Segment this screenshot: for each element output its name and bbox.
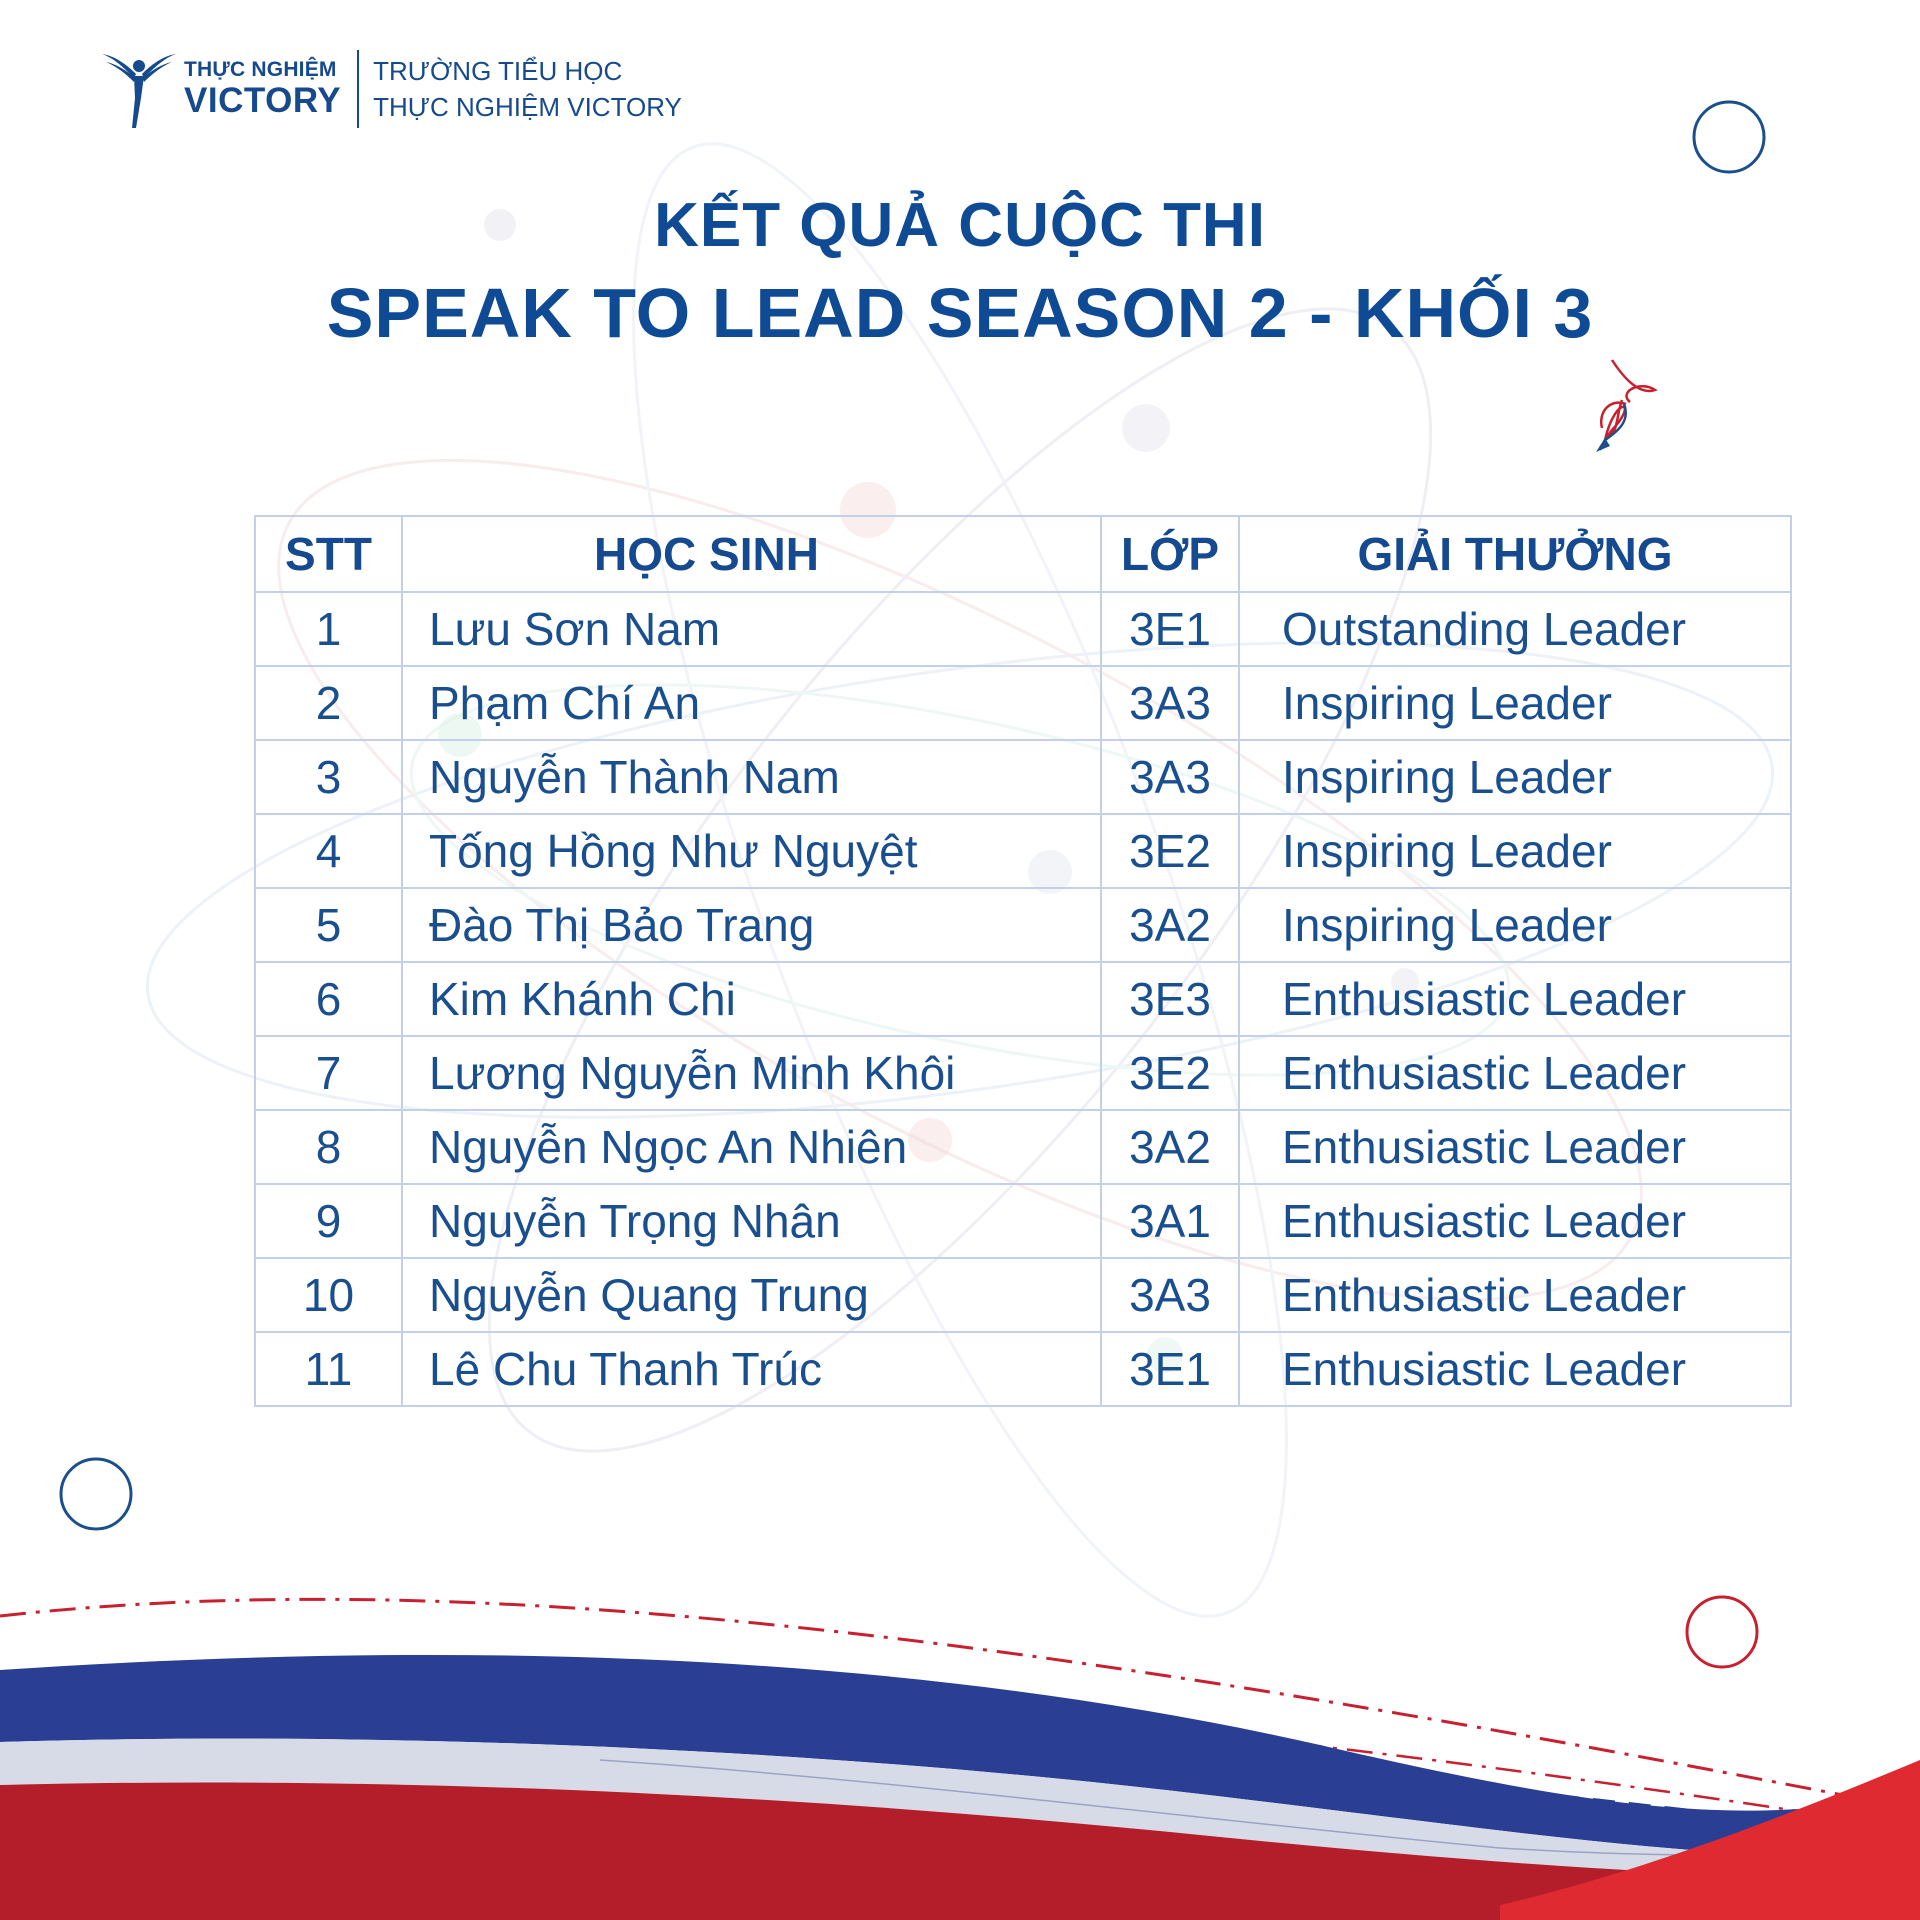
cell-student: Tống Hồng Như Nguyệt [402,814,1101,888]
cell-class: 3A1 [1101,1184,1239,1258]
logo-school-line1: TRƯỜNG TIỂU HỌC [373,56,623,86]
results-table [254,515,1792,1407]
cell-class: 3A3 [1101,666,1239,740]
cell-student: Nguyễn Thành Nam [402,740,1101,814]
table-row [255,888,1791,962]
table-row [255,1036,1791,1110]
cell-award: Enthusiastic Leader [1239,1332,1791,1406]
table-row [255,1110,1791,1184]
cell-award: Enthusiastic Leader [1239,1110,1791,1184]
cell-stt: 11 [255,1332,402,1406]
cell-student: Nguyễn Ngọc An Nhiên [402,1110,1101,1184]
cell-class: 3A2 [1101,1110,1239,1184]
cell-award: Inspiring Leader [1239,888,1791,962]
cell-stt: 4 [255,814,402,888]
table-row [255,1258,1791,1332]
cell-class: 3E1 [1101,1332,1239,1406]
cell-award: Inspiring Leader [1239,814,1791,888]
cell-stt: 8 [255,1110,402,1184]
logo-divider [357,50,359,128]
header-award: GIẢI THƯỞNG [1239,516,1791,592]
logo-brand-line2: VICTORY [184,81,342,120]
cell-class: 3A2 [1101,888,1239,962]
table-row [255,740,1791,814]
table-header-row [255,516,1791,592]
cell-award: Inspiring Leader [1239,740,1791,814]
table-row [255,962,1791,1036]
cell-student: Lưu Sơn Nam [402,592,1101,666]
table-row [255,592,1791,666]
table-row [255,1332,1791,1406]
cell-stt: 2 [255,666,402,740]
cell-student: Phạm Chí An [402,666,1101,740]
cell-stt: 10 [255,1258,402,1332]
cell-class: 3A3 [1101,1258,1239,1332]
cell-award: Outstanding Leader [1239,592,1791,666]
header-class: LỚP [1101,516,1239,592]
cell-student: Nguyễn Trọng Nhân [402,1184,1101,1258]
cell-class: 3E1 [1101,592,1239,666]
cell-class: 3A3 [1101,740,1239,814]
page-subtitle: SPEAK TO LEAD SEASON 2 - KHỐI 3 [326,274,1594,352]
cell-stt: 3 [255,740,402,814]
cell-student: Đào Thị Bảo Trang [402,888,1101,962]
cell-stt: 1 [255,592,402,666]
logo-brand-line1: THỰC NGHIỆM [184,58,337,81]
cell-stt: 9 [255,1184,402,1258]
cell-stt: 6 [255,962,402,1036]
table-row [255,814,1791,888]
winged-figure-icon [100,48,178,130]
cell-award: Enthusiastic Leader [1239,1036,1791,1110]
cell-student: Nguyễn Quang Trung [402,1258,1101,1332]
cell-stt: 5 [255,888,402,962]
table-row [255,666,1791,740]
cell-student: Lê Chu Thanh Trúc [402,1332,1101,1406]
header-stt: STT [255,516,402,592]
header-student: HỌC SINH [402,516,1101,592]
cell-award: Enthusiastic Leader [1239,962,1791,1036]
cell-award: Enthusiastic Leader [1239,1258,1791,1332]
school-logo [100,48,682,130]
cell-class: 3E3 [1101,962,1239,1036]
cell-stt: 7 [255,1036,402,1110]
cell-award: Enthusiastic Leader [1239,1184,1791,1258]
cell-student: Lương Nguyễn Minh Khôi [402,1036,1101,1110]
cell-class: 3E2 [1101,814,1239,888]
cell-class: 3E2 [1101,1036,1239,1110]
cell-student: Kim Khánh Chi [402,962,1101,1036]
cell-award: Inspiring Leader [1239,666,1791,740]
logo-school-line2: THỰC NGHIỆM VICTORY [373,92,682,122]
table-row [255,1184,1791,1258]
page-title: KẾT QUẢ CUỘC THI [654,191,1266,260]
